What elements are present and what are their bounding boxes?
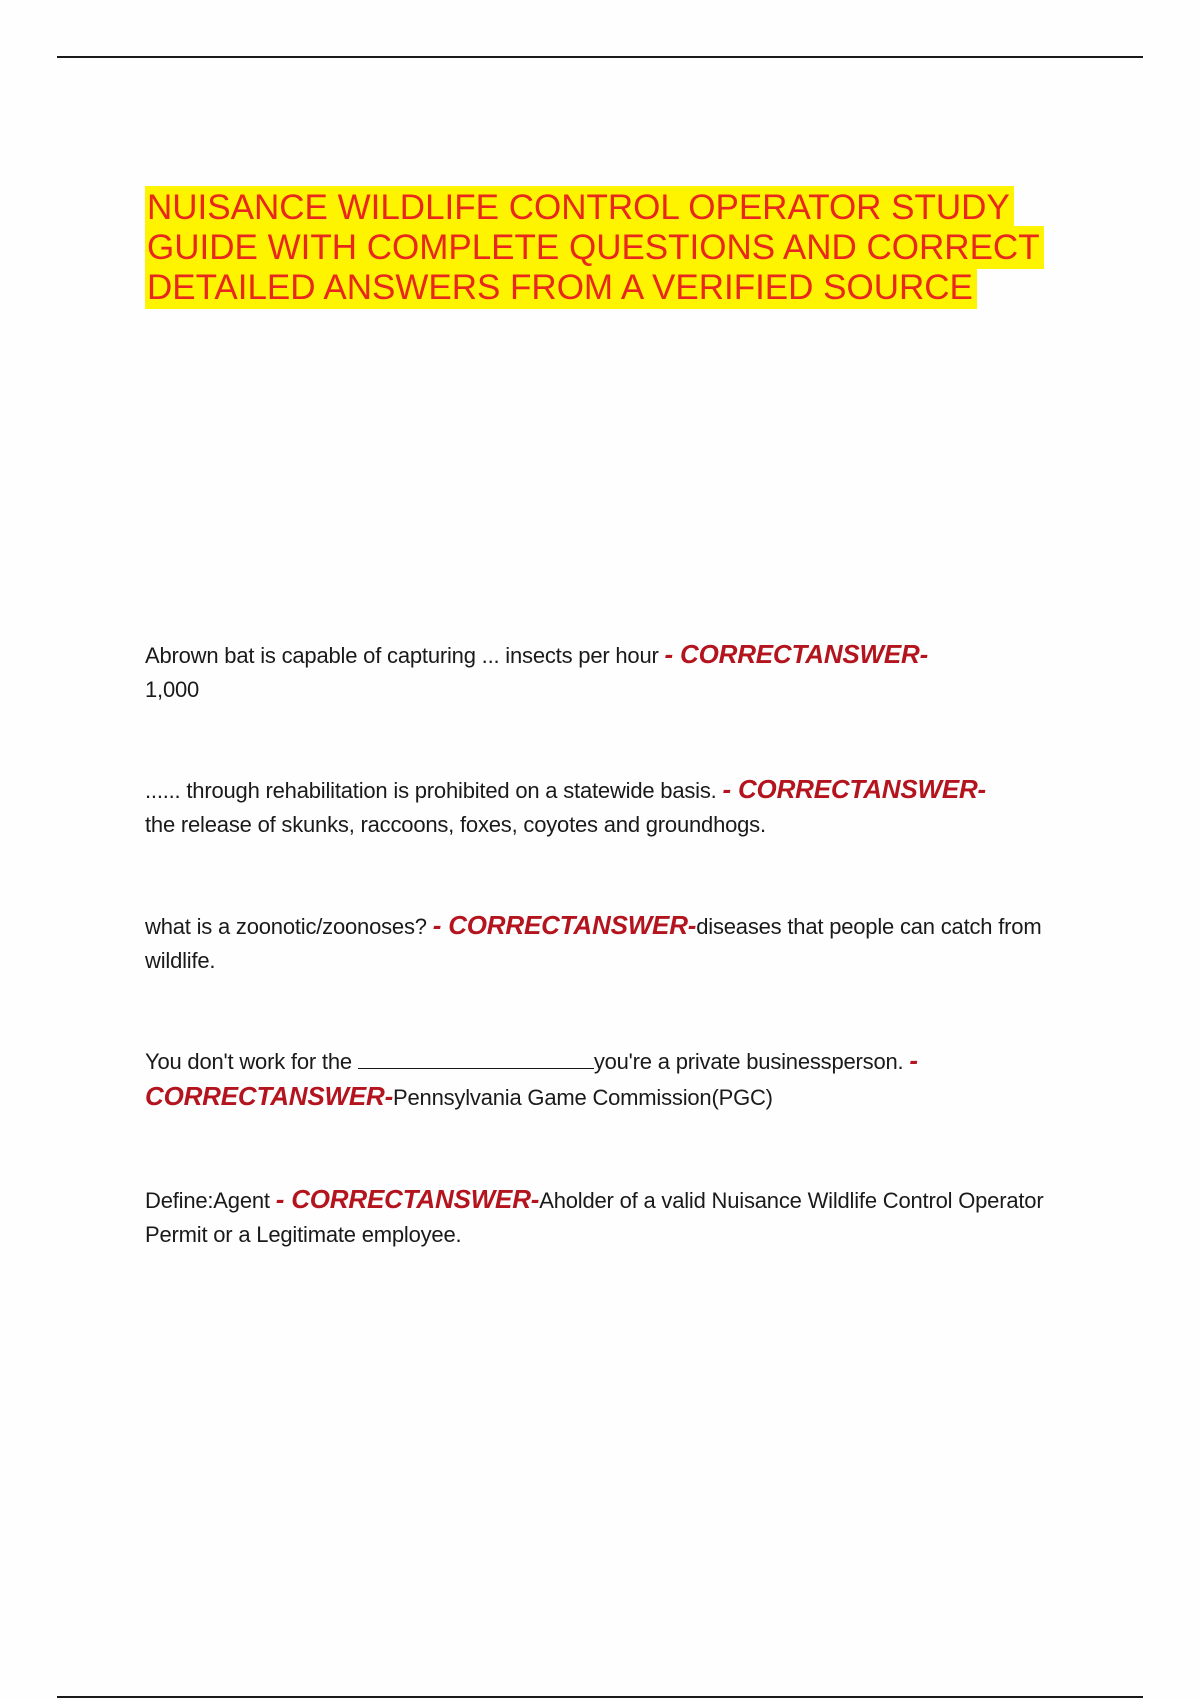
qa-item-4 [145,1043,1075,1115]
answer-text: Aholder of a valid Nuisance Wildlife Control Operator Permit or a Legitimate employee. [145,1188,1044,1247]
correct-answer-marker: - CORRECTANSWER- [275,1184,540,1214]
correct-answer-marker: - CORRECTANSWER- [664,639,929,669]
qa-item-2 [145,772,1075,842]
correct-answer-marker: - CORRECTANSWER- [432,910,697,940]
qa-item-3 [145,908,1075,978]
header-rule [57,56,1143,58]
answer-text: Pennsylvania Game Commission(PGC) [393,1085,773,1110]
question-text: what is a zoonotic/zoonoses? [145,914,433,939]
correct-answer-marker: - CORRECTANSWER- [145,1045,918,1111]
footer-rule [57,1696,1143,1698]
question-text: Abrown bat is capable of capturing ... insects per hour [145,643,665,668]
qa-item-5 [145,1182,1075,1252]
correct-answer-marker: - CORRECTANSWER- [722,774,987,804]
question-text: you're a private businessperson. [593,1049,910,1074]
answer-text: the release of skunks, raccoons, foxes, coyotes and groundhogs. [145,812,766,837]
question-text: ...... through rehabilitation is prohibited on a statewide basis. [145,778,723,803]
answer-text: diseases that people can catch from wildlife. [145,914,1042,973]
question-text: Define:Agent [145,1188,276,1213]
question-text: You don't work for the [145,1049,358,1074]
qa-item-1 [145,637,1075,707]
fill-in-blank [358,1046,594,1069]
answer-text: 1,000 [145,677,200,702]
title-highlight: NUISANCE WILDLIFE CONTROL OPERATOR STUDY GUIDE WITH COMPLETE QUESTIONS AND CORRECT DETAILED ANSWERS FROM A VERIFIED SOURCE [145,186,1044,309]
document-title [145,188,1045,308]
